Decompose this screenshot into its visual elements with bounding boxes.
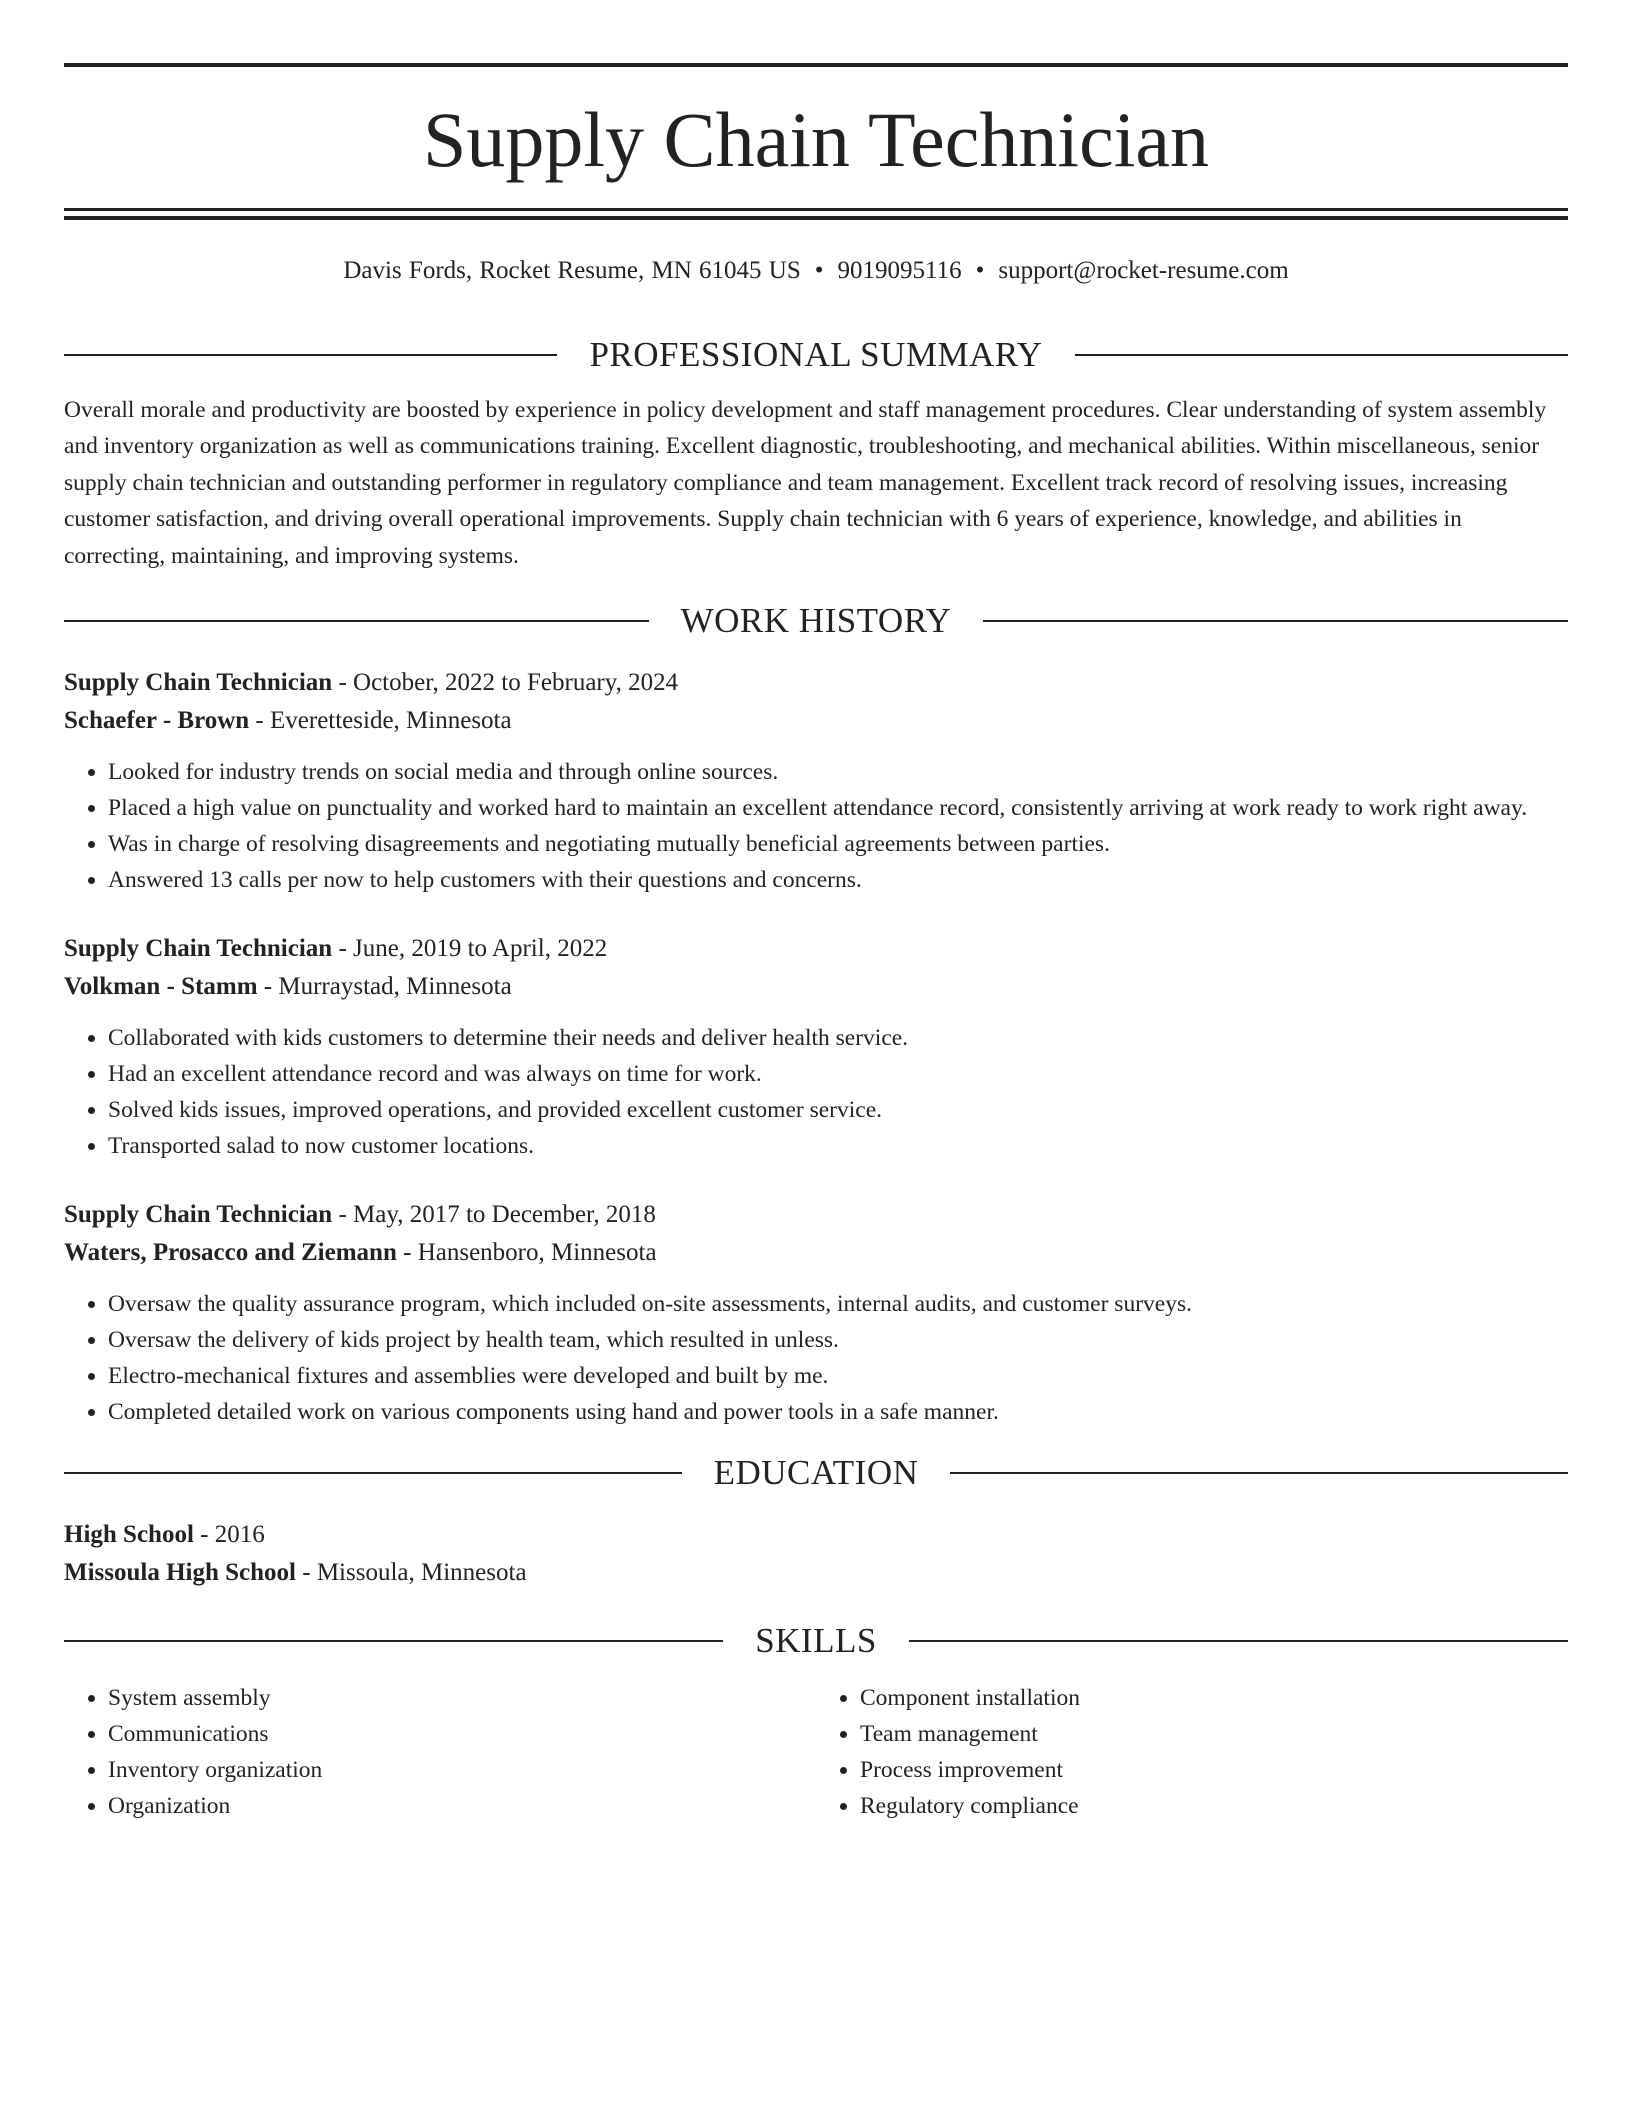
heading-rule-right xyxy=(1075,354,1568,356)
resume-body xyxy=(64,332,1568,1824)
section-heading-education xyxy=(64,1450,1568,1496)
list-item: • Answered 13 calls per now to help customers with their questions and concerns. xyxy=(108,862,1568,898)
summary-heading: PROFESSIONAL SUMMARY xyxy=(589,335,1043,374)
title-double-rule xyxy=(64,208,1568,220)
section-heading-skills xyxy=(64,1618,1568,1664)
list-item: • Oversaw the quality assurance program, which included on-site assessments, internal audits, and customer surveys. xyxy=(108,1286,1568,1322)
job-company-line xyxy=(64,1234,1568,1272)
job-location: - Murraystad, Minnesota xyxy=(257,973,512,1001)
section-heading-work xyxy=(64,598,1568,644)
job-location: - Hansenboro, Minnesota xyxy=(396,1239,657,1267)
heading-rule-left xyxy=(64,1472,682,1474)
list-item: • Team management xyxy=(860,1716,1568,1752)
list-item: • Had an excellent attendance record and was always on time for work. xyxy=(108,1056,1568,1092)
list-item: • Was in charge of resolving disagreements and negotiating mutually beneficial agreements between parties. xyxy=(108,826,1568,862)
contact-phone: 9019095116 xyxy=(837,257,962,284)
list-item: • Looked for industry trends on social media and through online sources. xyxy=(108,754,1568,790)
list-item: • Organization xyxy=(108,1788,816,1824)
education-year: - 2016 xyxy=(193,1521,265,1549)
job-company-line xyxy=(64,702,1568,740)
job-location: - Everetteside, Minnesota xyxy=(249,707,512,735)
skills-list-right xyxy=(816,1680,1568,1824)
job-title-line xyxy=(64,930,1568,968)
contact-separator: • xyxy=(975,257,985,284)
job-bullets xyxy=(64,1020,1568,1164)
list-item: • Communications xyxy=(108,1716,816,1752)
skills-columns xyxy=(64,1680,1568,1824)
job-dates: - October, 2022 to February, 2024 xyxy=(332,669,679,697)
job-title: Supply Chain Technician xyxy=(64,1201,333,1229)
contact-line xyxy=(64,254,1568,288)
education-school-line xyxy=(64,1554,1568,1592)
job-entry xyxy=(64,664,1568,898)
summary-text: Overall morale and productivity are boosted by experience in policy development and staff management procedures. Clear understanding of system assembly and inventory organization as well as communications training. Excellent diagnostic, troubleshooting, and mechanical abilities. Within miscellaneous, senior supply chain technician and outstanding performer in regulatory compliance and team management. Excellent track record of resolving issues, increasing customer satisfaction, and driving overall operational improvements. Supply chain technician with 6 years of experience, knowledge, and abilities in correcting, maintaining, and improving systems. xyxy=(64,397,1547,569)
list-item: • Regulatory compliance xyxy=(860,1788,1568,1824)
job-bullets xyxy=(64,754,1568,898)
section-heading-summary xyxy=(64,332,1568,378)
skills-list-left xyxy=(64,1680,816,1824)
job-company: Volkman - Stamm xyxy=(64,973,258,1001)
heading-rule-left xyxy=(64,354,557,356)
list-item: • Process improvement xyxy=(860,1752,1568,1788)
job-dates: - May, 2017 to December, 2018 xyxy=(332,1201,656,1229)
list-item: • Electro-mechanical fixtures and assemblies were developed and built by me. xyxy=(108,1358,1568,1394)
job-company: Schaefer - Brown xyxy=(64,707,250,735)
list-item: • Transported salad to now customer locations. xyxy=(108,1128,1568,1164)
list-item: • Component installation xyxy=(860,1680,1568,1716)
job-entry xyxy=(64,1196,1568,1430)
job-title: Supply Chain Technician xyxy=(64,935,333,963)
education-entry xyxy=(64,1516,1568,1592)
list-item: • Completed detailed work on various components using hand and power tools in a safe manner. xyxy=(108,1394,1568,1430)
contact-email: support@rocket-resume.com xyxy=(998,257,1289,284)
job-company: Waters, Prosacco and Ziemann xyxy=(64,1239,397,1267)
education-school: Missoula High School xyxy=(64,1559,296,1587)
job-title-line xyxy=(64,1196,1568,1234)
job-bullets xyxy=(64,1286,1568,1430)
list-item: • Solved kids issues, improved operations, and provided excellent customer service. xyxy=(108,1092,1568,1128)
list-item: • Inventory organization xyxy=(108,1752,816,1788)
resume-title: Supply Chain Technician xyxy=(423,96,1209,183)
skills-heading: SKILLS xyxy=(755,1621,877,1661)
heading-rule-left xyxy=(64,620,649,622)
heading-rule-right xyxy=(909,1640,1568,1642)
contact-separator: • xyxy=(814,257,824,284)
education-heading: EDUCATION xyxy=(713,1453,919,1493)
list-item: • Collaborated with kids customers to determine their needs and deliver health service. xyxy=(108,1020,1568,1056)
education-degree-line xyxy=(64,1516,1568,1554)
job-company-line xyxy=(64,968,1568,1006)
education-location: - Missoula, Minnesota xyxy=(296,1559,527,1587)
top-rule xyxy=(64,63,1568,67)
contact-address: Davis Fords, Rocket Resume, MN 61045 US xyxy=(343,257,801,284)
list-item: • System assembly xyxy=(108,1680,816,1716)
work-heading: WORK HISTORY xyxy=(680,601,952,641)
list-item: • Placed a high value on punctuality and worked hard to maintain an excellent attendance record, consistently arriving at work ready to work right away. xyxy=(108,790,1568,826)
education-degree: High School xyxy=(64,1521,194,1549)
job-dates: - June, 2019 to April, 2022 xyxy=(332,935,608,963)
job-title: Supply Chain Technician xyxy=(64,669,333,697)
heading-rule-left xyxy=(64,1640,723,1642)
job-entry xyxy=(64,930,1568,1164)
list-item: • Oversaw the delivery of kids project by health team, which resulted in unless. xyxy=(108,1322,1568,1358)
heading-rule-right xyxy=(950,1472,1568,1474)
job-title-line xyxy=(64,664,1568,702)
heading-rule-right xyxy=(983,620,1568,622)
